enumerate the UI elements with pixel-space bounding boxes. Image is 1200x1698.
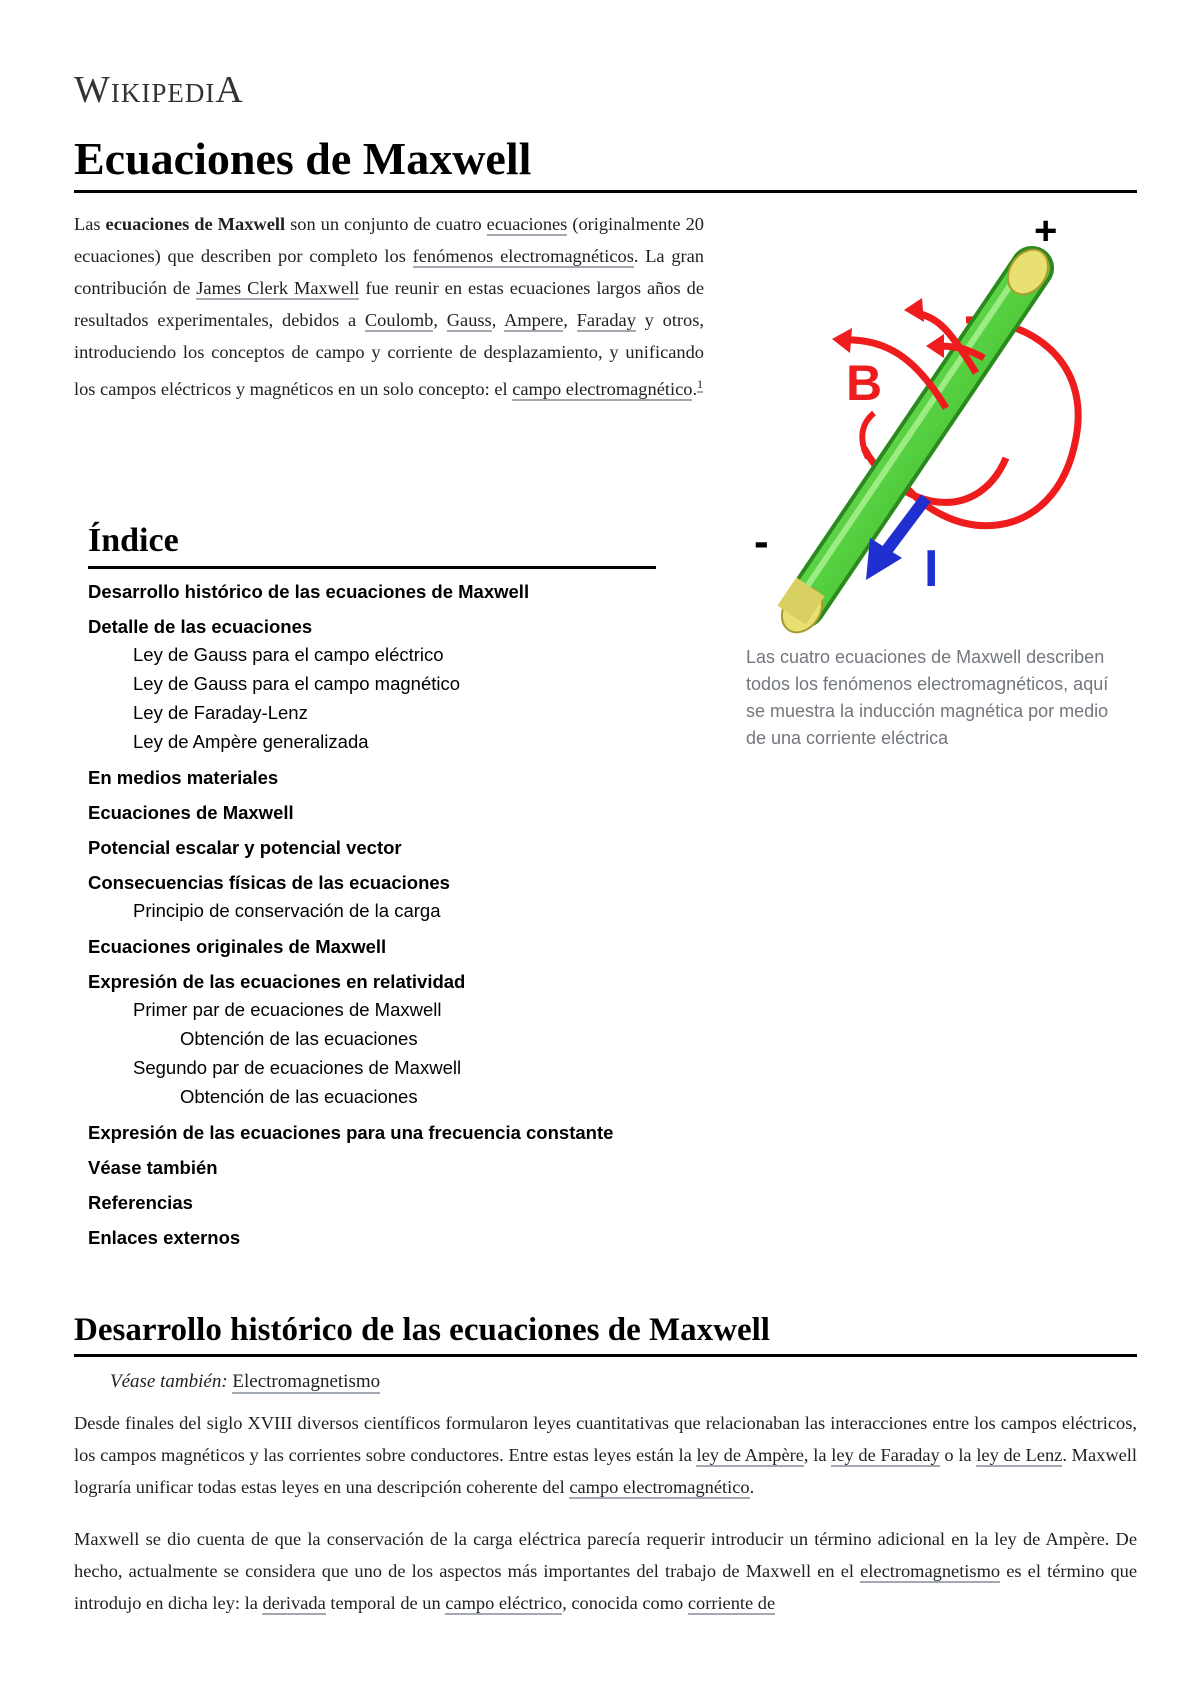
link-ley-de-faraday[interactable]: ley de Faraday: [831, 1445, 940, 1465]
toc-item[interactable]: Ley de Ampère generalizada: [133, 731, 369, 752]
minus-sign: -: [754, 517, 769, 566]
page-title: Ecuaciones de Maxwell: [74, 132, 1137, 193]
link-electromagnetismo[interactable]: electromagnetismo: [860, 1561, 1001, 1581]
link-coulomb[interactable]: Coulomb: [364, 310, 434, 330]
link-derivada[interactable]: derivada: [262, 1593, 326, 1613]
toc-item[interactable]: Desarrollo histórico de las ecuaciones de Maxwell: [88, 581, 530, 602]
toc-item[interactable]: Ley de Faraday-Lenz: [133, 702, 308, 723]
toc-item[interactable]: Consecuencias físicas de las ecuaciones: [88, 872, 450, 893]
link-ley-de-ampere[interactable]: ley de Ampère: [696, 1445, 804, 1465]
toc-item[interactable]: Véase también: [88, 1157, 218, 1178]
toc-item[interactable]: Referencias: [88, 1192, 193, 1213]
toc-item[interactable]: En medios materiales: [88, 767, 279, 788]
link-corriente-de[interactable]: corriente de: [687, 1593, 776, 1613]
link-ampere[interactable]: Ampere: [504, 310, 564, 330]
link-ley-de-lenz[interactable]: ley de Lenz: [976, 1445, 1063, 1465]
link-james-clerk-maxwell[interactable]: James Clerk Maxwell: [196, 278, 360, 298]
toc-item[interactable]: Ley de Gauss para el campo magnético: [133, 673, 461, 694]
link-campo-electrico[interactable]: campo eléctrico: [445, 1593, 563, 1613]
link-campo-electromagnetico-2[interactable]: campo electromagnético: [569, 1477, 750, 1497]
toc-item[interactable]: Expresión de las ecuaciones para una frecuencia constante: [88, 1122, 614, 1143]
field-arrow-2: [904, 298, 924, 322]
plus-sign: +: [1034, 209, 1058, 253]
section-heading-historico: Desarrollo histórico de las ecuaciones de Maxwell: [74, 1310, 1137, 1357]
toc-list: [88, 579, 728, 1251]
toc-item[interactable]: Detalle de las ecuaciones: [88, 616, 313, 637]
infobox-figure[interactable]: [746, 208, 1137, 638]
toc-item[interactable]: Expresión de las ecuaciones en relatividad: [88, 971, 466, 992]
toc-item[interactable]: Potencial escalar y potencial vector: [88, 837, 402, 858]
link-ecuaciones[interactable]: ecuaciones: [486, 214, 568, 234]
label-i: I: [924, 540, 939, 598]
toc-item[interactable]: Principio de conservación de la carga: [133, 900, 441, 921]
table-of-contents: [88, 520, 728, 1251]
toc-item[interactable]: Obtención de las ecuaciones: [180, 1086, 418, 1107]
toc-item[interactable]: Enlaces externos: [88, 1227, 241, 1248]
link-campo-electromagnetico[interactable]: campo electromagnético: [512, 379, 693, 400]
toc-item[interactable]: Ecuaciones de Maxwell: [88, 802, 294, 823]
intro-paragraph: Las ecuaciones de Maxwell son un conjunto de cuatro ecuaciones (originalmente 20 ecuaciones) que describen por completo los fenómenos electromagnéticos. La gran contribución de James Clerk Maxwell fue reunir en estas ecuaciones largos años de resultados experimentales, debidos a Coulomb, Gauss, Ampere, Faraday y otros, introduciendo los conceptos de campo y corriente de desplazamiento, y unificando los campos eléctricos y magnéticos en un solo concepto: el campo electromagnético.$^1$: [74, 214, 705, 400]
paragraph-2: Maxwell se dio cuenta de que la conservación de la carga eléctrica parecía requerir introducir un término adicional en la ley de Ampère. De hecho, actualmente se considera que uno de los aspectos más importantes del trabajo de Maxwell en el electromagnetismo es el término que introdujo en dicha ley: la derivada temporal de un campo eléctrico, conocida como corriente de: [74, 1529, 1137, 1613]
toc-heading: Índice: [88, 520, 656, 569]
magnetic-induction-diagram: [746, 208, 1137, 638]
field-arrow-1: [832, 328, 852, 353]
label-b: B: [846, 355, 883, 411]
toc-item[interactable]: Segundo par de ecuaciones de Maxwell: [133, 1057, 462, 1078]
toc-item[interactable]: Ley de Gauss para el campo eléctrico: [133, 644, 444, 665]
figure-caption: Las cuatro ecuaciones de Maxwell describen todos los fenómenos electromagnéticos, aquí se muestra la inducción magnética por medio de una corriente eléctrica: [746, 647, 1109, 748]
toc-item[interactable]: Obtención de las ecuaciones: [180, 1028, 418, 1049]
paragraph-1: Desde finales del siglo XVIII diversos científicos formularon leyes cuantitativas que relacionaban las interacciones entre los campos eléctricos, los campos magnéticos y las corrientes sobre conductores. Entre estas leyes están la ley de Ampère, la ley de Faraday o la ley de Lenz. Maxwell lograría unificar todas estas leyes en una descripción coherente del campo electromagnético.: [74, 1413, 1137, 1497]
hatnote: Véase también: Electromagnetismo: [110, 1371, 381, 1392]
toc-item[interactable]: Primer par de ecuaciones de Maxwell: [133, 999, 442, 1020]
link-faraday[interactable]: Faraday: [576, 310, 636, 330]
reference-link[interactable]: 1: [697, 377, 704, 391]
wikipedia-logo[interactable]: WIKIPEDIA: [74, 69, 244, 111]
link-electromagnetismo-hatnote[interactable]: Electromagnetismo: [232, 1371, 381, 1392]
field-arrow-3: [926, 334, 944, 358]
link-fenomenos-electromagneticos[interactable]: fenómenos electromagnéticos: [412, 246, 634, 266]
link-gauss[interactable]: Gauss: [446, 310, 492, 330]
toc-item[interactable]: Ecuaciones originales de Maxwell: [88, 936, 387, 957]
